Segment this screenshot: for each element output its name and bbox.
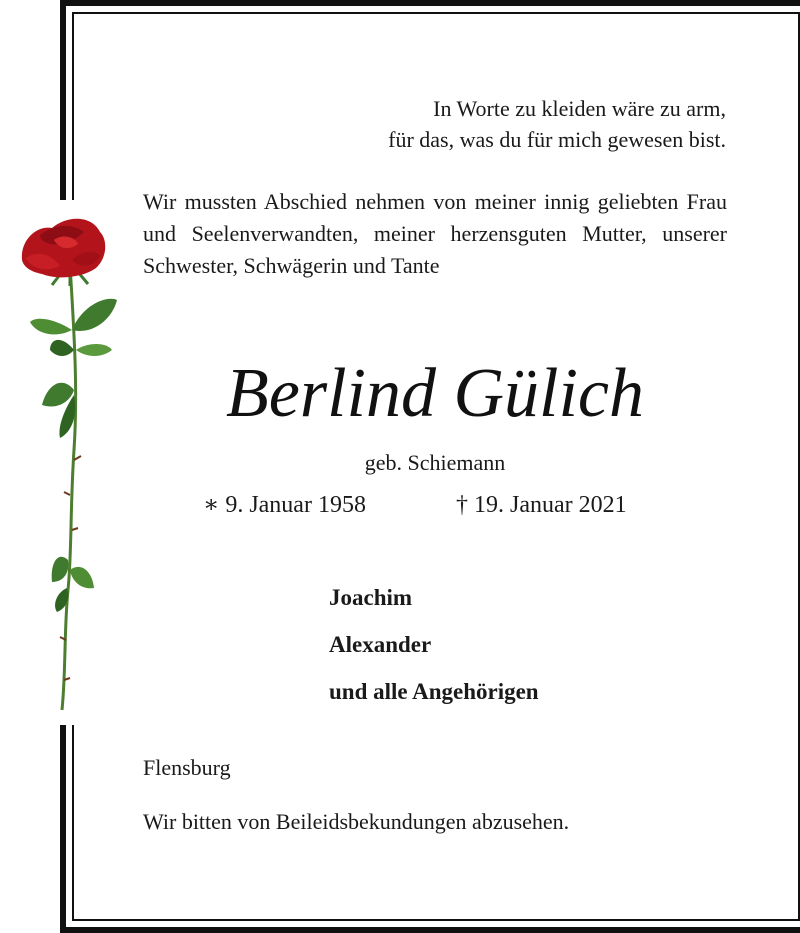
maiden-name: geb. Schiemann	[364, 450, 506, 475]
mourner-name: Joachim	[329, 585, 413, 610]
deceased-name: Berlind Gülich	[226, 355, 644, 432]
place-name: Flensburg	[143, 755, 231, 780]
mourner-name: und alle Angehörigen	[329, 679, 539, 704]
condolence-note: Wir bitten von Beileidsbekundungen abzusehen.	[143, 809, 570, 834]
birth-date: ∗ 9. Januar 1958	[203, 492, 366, 518]
mourner-name: Alexander	[329, 632, 432, 657]
quote-line-1: In Worte zu kleiden wäre zu arm,	[433, 96, 726, 121]
opening-quote	[388, 93, 726, 155]
mourners-list	[329, 574, 539, 715]
rose-icon	[12, 210, 132, 715]
death-date: † 19. Januar 2021	[456, 492, 627, 518]
intro-text: Wir mussten Abschied nehmen von meiner innig geliebten Frau und Seelenverwandten, meiner herzensguten Mutter, unserer Schwester, Schwägerin und Tante	[143, 189, 727, 278]
quote-line-2: für das, was du für mich gewesen bist.	[388, 127, 726, 152]
